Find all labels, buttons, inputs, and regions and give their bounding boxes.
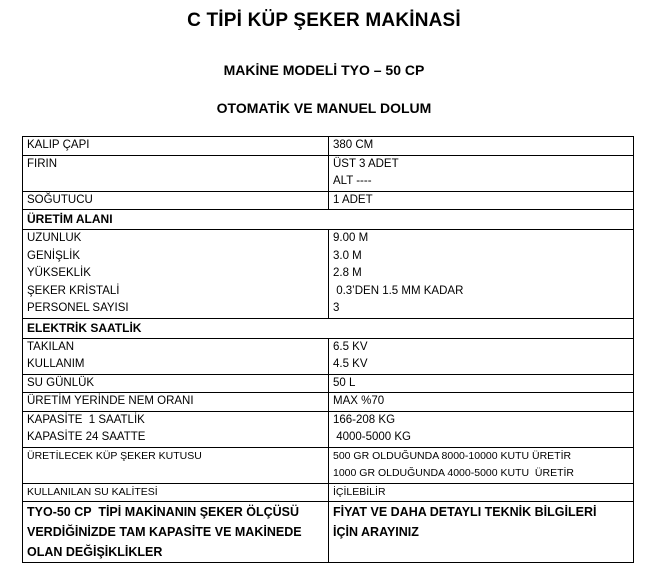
row-value: MAX %70 (329, 393, 634, 411)
table-row (23, 393, 634, 412)
model-heading: MAKİNE MODELİ TYO – 50 CP (223, 62, 425, 78)
note-left-line-3: OLAN DEĞİŞİKLİKLER (27, 545, 163, 559)
genislik-label: GENİŞLİK (27, 249, 81, 262)
kristal-value: 0.3’DEN 1.5 MM KADAR (333, 284, 464, 297)
kristal-label: ŞEKER KRİSTALİ (27, 284, 120, 297)
row-label: SOĞUTUCU (23, 192, 329, 210)
yukseklik-label: YÜKSEKLİK (27, 267, 91, 279)
kullanim-value: 4.5 KV (333, 358, 368, 370)
table-row (23, 192, 634, 211)
takilan-label: TAKILAN (27, 340, 75, 353)
note-left-line-1: TYO-50 CP TİPİ MAKİNANIN ŞEKER ÖLÇÜSÜ (27, 505, 300, 519)
note-left-line-2: VERDİĞİNİZDE TAM KAPASİTE VE MAKİNEDE (27, 525, 302, 539)
genislik-value: 3.0 M (333, 249, 362, 262)
section-heading-elektrik: ELEKTRİK SAATLİK (23, 319, 634, 338)
row-label: ÜRETİLECEK KÜP ŞEKER KUTUSU (23, 448, 329, 483)
table-row (23, 230, 634, 319)
kapasite-24-label: KAPASİTE 24 SAATTE (27, 431, 146, 443)
table-row (23, 448, 634, 484)
kutu-500-value: 500 GR OLDUĞUNDA 8000-10000 KUTU ÜRETİR (333, 449, 572, 462)
uzunluk-value: 9.00 M (333, 232, 369, 244)
row-value (329, 339, 634, 374)
yukseklik-value: 2.8 M (333, 267, 362, 279)
section-heading-uretim: ÜRETİM ALANI (23, 210, 634, 229)
table-row (23, 375, 634, 394)
note-right-line-1: FİYAT VE DAHA DETAYLI TEKNİK BİLGİLERİ (333, 505, 597, 519)
row-label (23, 156, 329, 191)
row-value: İÇİLEBİLİR (329, 484, 634, 502)
personel-label: PERSONEL SAYISI (27, 302, 129, 314)
spec-table (22, 136, 634, 563)
row-label: KALIP ÇAPI (23, 137, 329, 155)
page-title: C TİPİ KÜP ŞEKER MAKİNASİ (187, 10, 461, 31)
note-right-line-2: İÇİN ARAYINIZ (333, 525, 419, 539)
table-row (23, 502, 634, 563)
row-label (23, 339, 329, 374)
row-label (23, 412, 329, 447)
filling-heading: OTOMATİK VE MANUEL DOLUM (216, 100, 432, 116)
kapasite-1-label: KAPASİTE 1 SAATLİK (27, 413, 145, 426)
table-row (23, 137, 634, 156)
firin-bottom-value: ALT ---- (333, 175, 372, 187)
row-value (329, 230, 634, 318)
table-row (23, 339, 634, 375)
row-value (329, 412, 634, 447)
takilan-value: 6.5 KV (333, 340, 368, 353)
row-label (23, 230, 329, 318)
row-value: 1 ADET (329, 192, 634, 210)
table-row (23, 484, 634, 503)
kullanim-label: KULLANIM (27, 358, 85, 370)
row-value (329, 448, 634, 483)
note-left (23, 502, 329, 562)
row-value: 380 CM (329, 137, 634, 155)
row-label: SU GÜNLÜK (23, 375, 329, 393)
table-row (23, 412, 634, 448)
row-label: ÜRETİM YERİNDE NEM ORANI (23, 393, 329, 411)
row-value: 50 L (329, 375, 634, 393)
kutu-1000-value: 1000 GR OLDUĞUNDA 4000-5000 KUTU ÜRETİR (333, 467, 575, 479)
table-row (23, 156, 634, 192)
section-row (23, 319, 634, 339)
uzunluk-label: UZUNLUK (27, 232, 82, 244)
note-right (329, 502, 634, 562)
section-row (23, 210, 634, 230)
kapasite-24-value: 4000-5000 KG (333, 431, 412, 443)
kapasite-1-value: 166-208 KG (333, 413, 396, 426)
personel-value: 3 (333, 302, 340, 314)
firin-top-value: ÜST 3 ADET (333, 157, 399, 170)
firin-label: FIRIN (27, 157, 58, 170)
row-value (329, 156, 634, 191)
row-label: KULLANILAN SU KALİTESİ (23, 484, 329, 502)
